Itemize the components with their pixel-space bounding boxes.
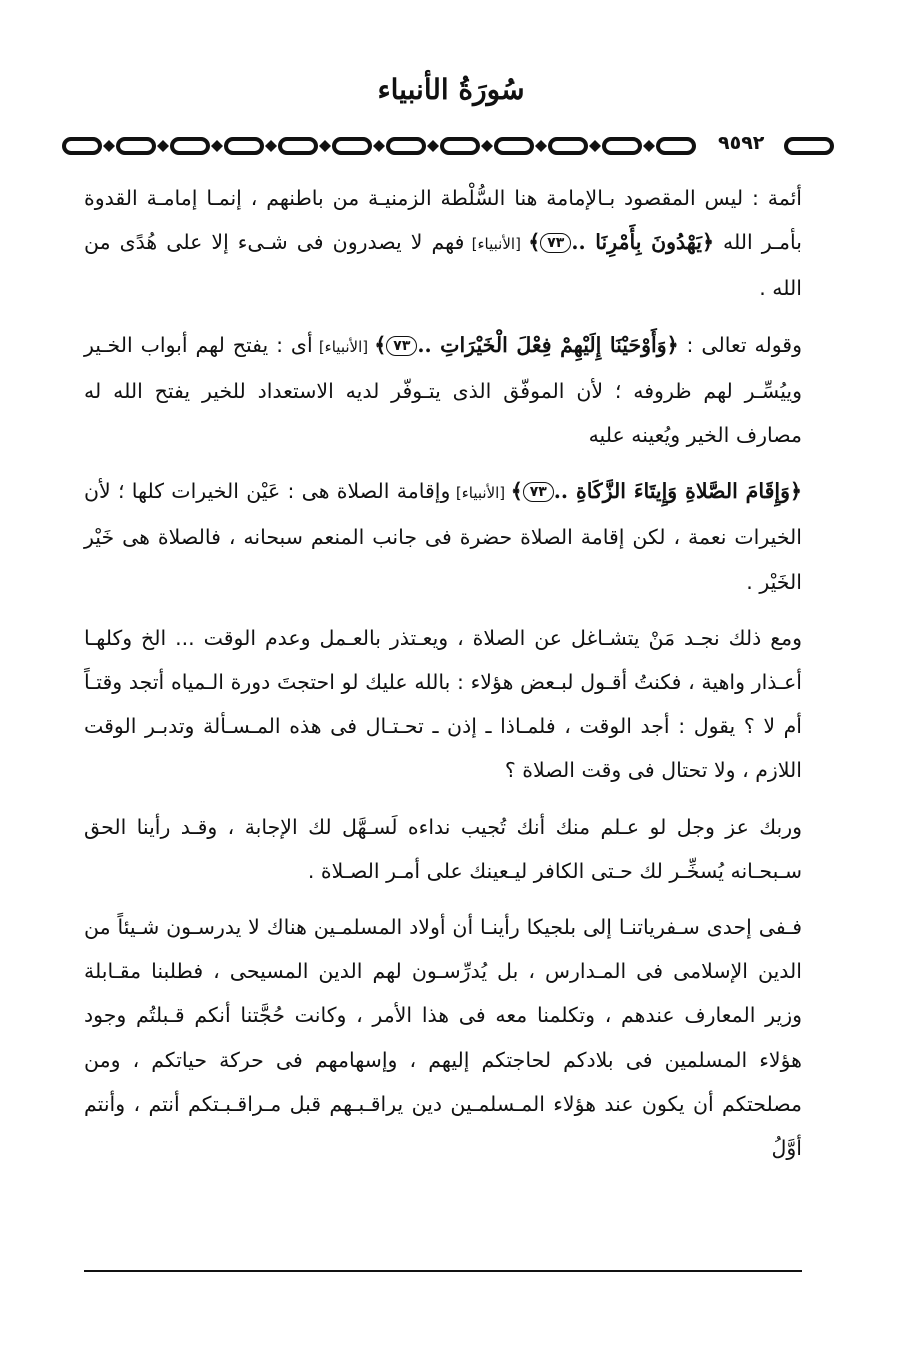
body-text [84, 176, 802, 1186]
surah-reference: [الأنبياء] [450, 484, 511, 503]
chain-link [172, 139, 208, 153]
paragraph-text: وربك عز وجل لو عـلم منك أنك تُجيب نداءه لَسـهَّل لك الإجابة ، وقـد رأينا الحق سـبحـانه يُسخِّـر لك حـتى الكافر ليـعينك على أمـر الصـلاة . [84, 814, 802, 883]
chain-link [496, 139, 532, 153]
chain-link [388, 139, 424, 153]
quran-verse: ﴿وَإِقَامَ الصَّلاةِ وَإِيتَاءَ الزَّكَاةِ .. [553, 479, 802, 504]
chain-link [334, 139, 370, 153]
paragraph [84, 805, 802, 893]
chain-link [658, 139, 694, 153]
paragraph-text: ومع ذلك نجـد مَنْ يتشـاغل عن الصلاة ، ويعـتذر بالعـمل وعدم الوقت ... الخ وكلهـا أعـذار واهية ، فكنتُ أقـول لبـعض هؤلاء : بالله عليك لو احتجتَ دورة الـمياه أتجد وقتـاً أم لا ؟ يقول : أجد الوقت ، فلمـاذا ـ إذن ـ تحـتـال فى هذه المـسـألة وتدبـر الوقت اللازم ، ولا تحتال فى وقت الصلاة ؟ [84, 625, 802, 783]
chain-diamond [589, 140, 601, 152]
paragraph [84, 176, 802, 311]
paragraph [84, 905, 802, 1170]
paragraph-text: وإقامة الصلاة هى : عَيْن الخيرات كلها ؛ لأن الخيرات نعمة ، لكن إقامة الصلاة حضرة فى جانب المنعم سبحانه ، فالصلاة هى خَيْر الخَيْر . [84, 479, 802, 594]
paragraph-text: فـفى إحدى سـفرياتنـا إلى بلجيكا رأينـا أن أولاد المسلمـين هناك لا يدرسـون شـيئاً من الدين الإسلامى فى المـدارس ، بل يُدرِّسـون لهم الدين المسيحى ، فطلبنا مقـابلة وزير المعارف عندهم ، وتكلمنا معه فى هذا الأمر ، وكانت حُجَّتنا أنكم قـبلتُم وجود هؤلاء المسلمين فى بلادكم لحاجتكم إليهم ، وإسهامهم فى حركة حياتكم ، ومن مصلحتكم أن يكون عند هؤلاء المـسلمـين دين يراقـبـهم قبل مـراقـبـتكم أنتم ، وأنتم أوَّلُ [84, 915, 802, 1161]
quran-verse: ﴾ [374, 332, 387, 357]
footer-rule [84, 1270, 802, 1272]
chain-link [786, 139, 832, 153]
chain-link [64, 139, 100, 153]
paragraph-text: أئمة : ليس المقصود بـالإمامة هنا السُّلْطة الزمنيـة من باطنهم ، إنمـا إمامـة القدوة بأمـر الله [84, 186, 802, 255]
surah-title: سُورَةُ الأنبياء [377, 73, 525, 106]
page-header [0, 70, 902, 110]
chain-link [604, 139, 640, 153]
quran-verse: ﴿وَأَوْحَيْنَا إِلَيْهِمْ فِعْلَ الْخَيْرَاتِ .. [417, 332, 679, 357]
chain-diamond [103, 140, 115, 152]
chain-diamond [427, 140, 439, 152]
verse-number-badge: ٧٣ [523, 482, 554, 502]
quran-verse: ﴾ [528, 230, 541, 255]
chain-diamond [535, 140, 547, 152]
chain-diamond [319, 140, 331, 152]
page-number: ٩٥٩٢ [718, 132, 765, 154]
surah-reference: [الأنبياء] [312, 337, 375, 356]
chain-link [118, 139, 154, 153]
paragraph-text: وقوله تعالى : [678, 332, 802, 357]
chain-diamond [211, 140, 223, 152]
paragraph-text: أى : يفتح لهم أبواب الخـير وييُسِّـر لهم ظروفه ؛ لأن الموفّق الذى يتـوفّر لديه الاستعداد للخير يفتح الله له مصارف الخير ويُعينه عليه [84, 332, 802, 448]
paragraph [84, 616, 802, 793]
paragraph-text: فهم لا يصدرون فى شـىء إلا على هُدًى من الله . [84, 230, 802, 301]
verse-number-badge: ٧٣ [540, 233, 571, 253]
paragraph [84, 323, 802, 458]
verse-number-badge: ٧٣ [386, 336, 417, 356]
chain-link [550, 139, 586, 153]
chain-diamond [643, 140, 655, 152]
chain-diamond [265, 140, 277, 152]
paragraph [84, 469, 802, 604]
quran-verse: ﴿يَهْدُونَ بِأَمْرِنَا .. [571, 230, 714, 255]
chain-link [226, 139, 262, 153]
surah-reference: [الأنبياء] [464, 235, 529, 254]
chain-diamond [481, 140, 493, 152]
chain-diamond [373, 140, 385, 152]
chain-diamond [157, 140, 169, 152]
quran-verse: ﴾ [510, 479, 523, 504]
chain-link [442, 139, 478, 153]
chain-link [280, 139, 316, 153]
